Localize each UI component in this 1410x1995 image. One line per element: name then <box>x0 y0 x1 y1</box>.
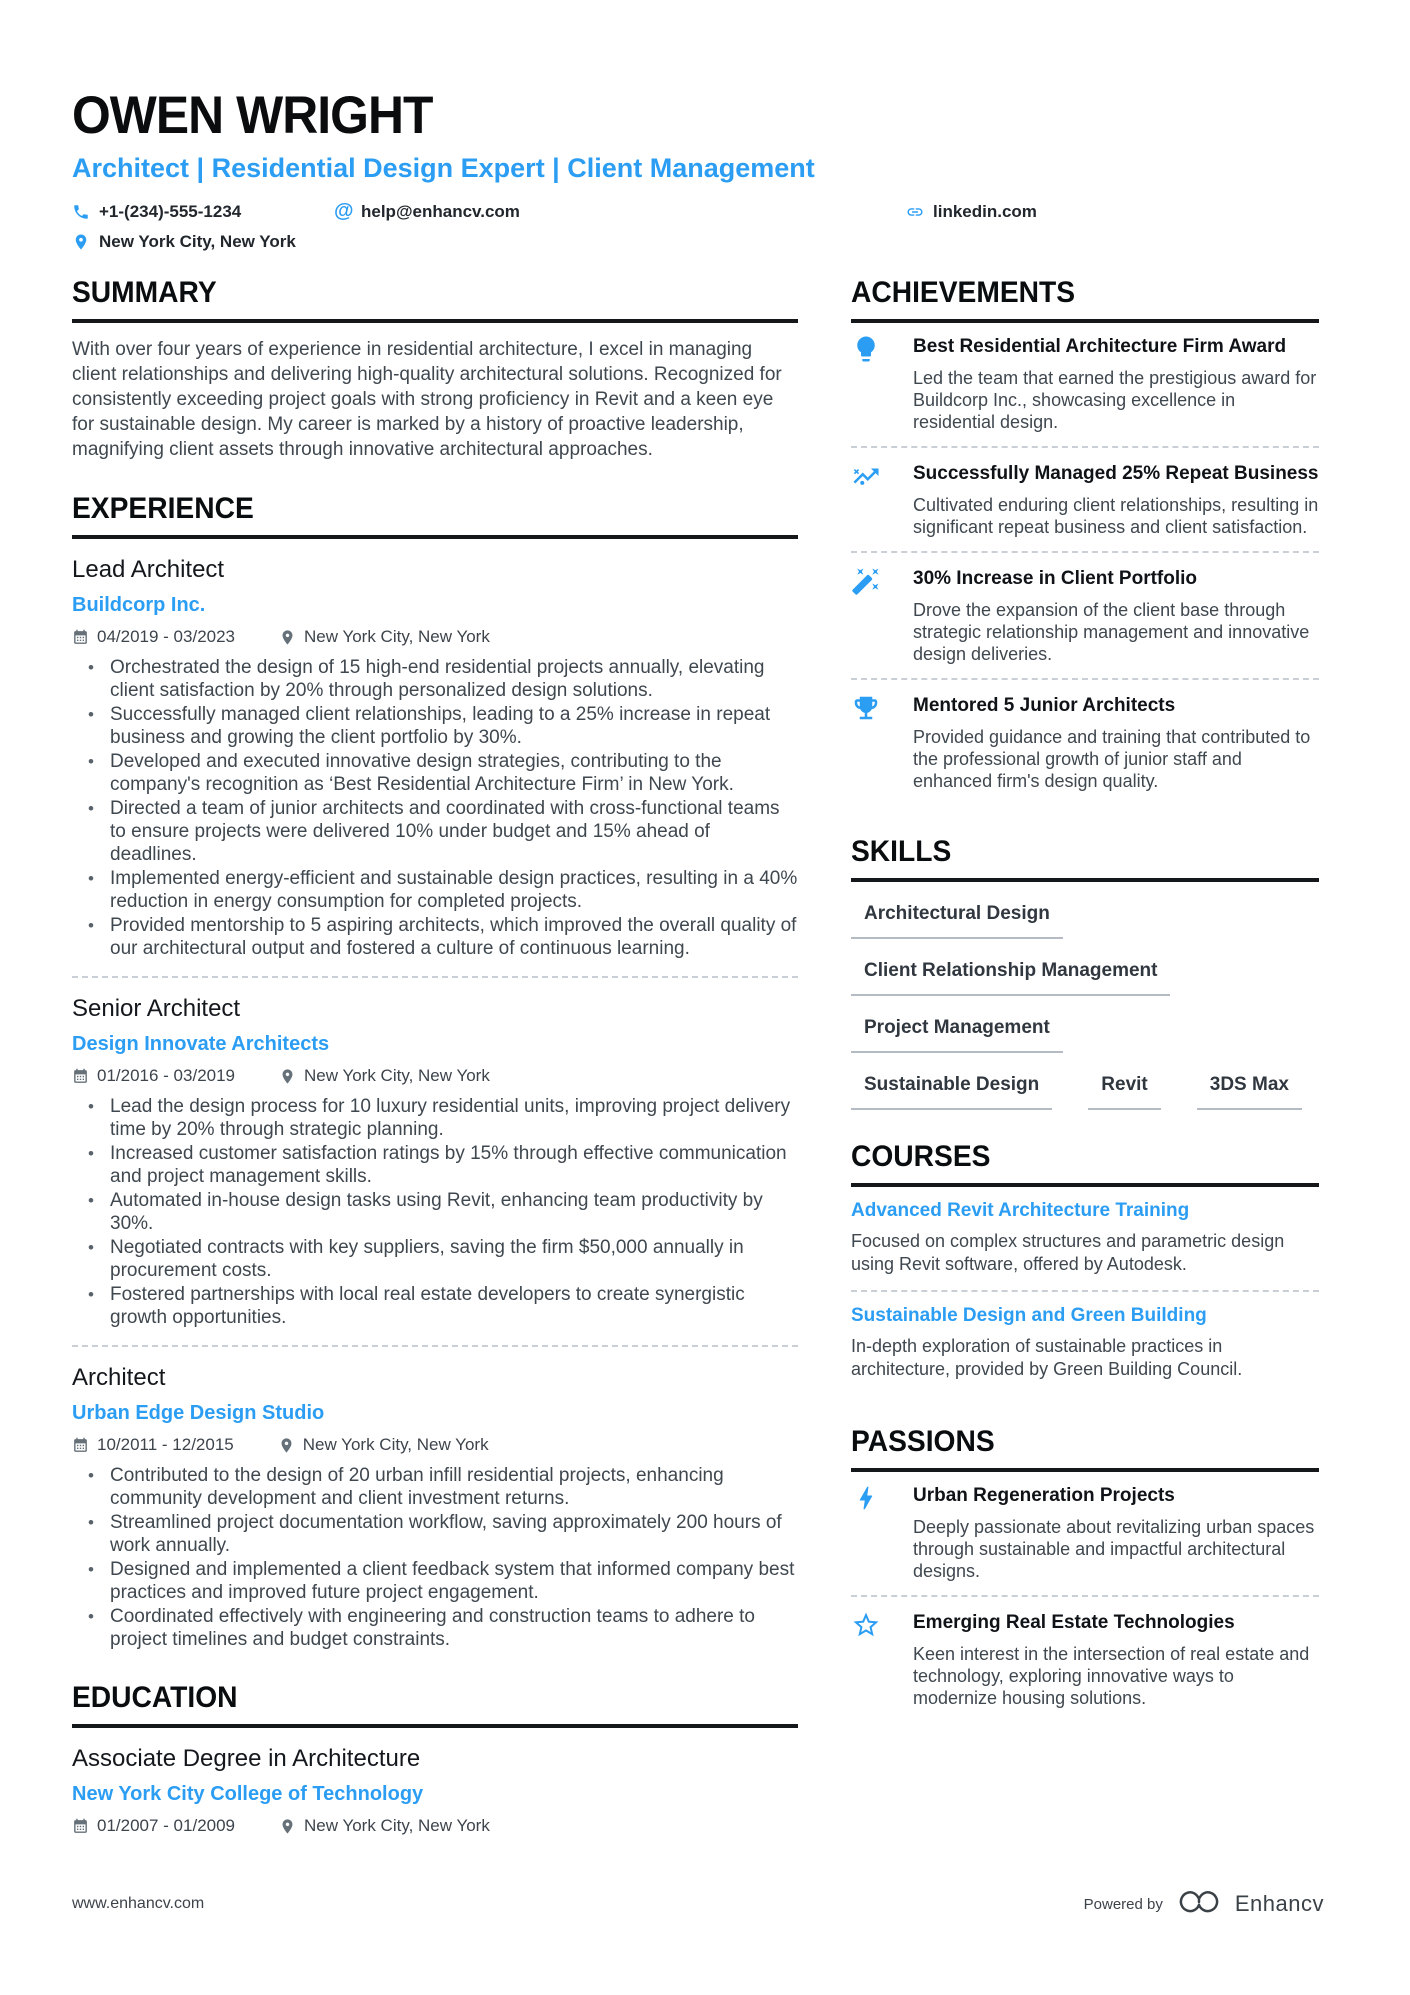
achievement-item <box>851 323 1319 446</box>
enhancv-logo-icon <box>1176 1889 1222 1919</box>
job-bullets <box>88 656 798 960</box>
bullet-dot: • <box>88 1607 94 1626</box>
bullet-item: • Orchestrated the design of 15 high-end residential projects annually, elevating client satisfaction by 20% through personalized design solutions. <box>88 657 765 701</box>
education-location <box>279 1815 490 1837</box>
job-dates <box>72 626 235 648</box>
location-pin-icon <box>278 1437 295 1454</box>
skill-row <box>851 903 1319 939</box>
course-item <box>851 1292 1319 1395</box>
person-headline: Architect | Residential Design Expert | Client Management <box>72 153 815 183</box>
job-bullets <box>88 1095 798 1329</box>
passions-section <box>851 1425 1319 1722</box>
achievement-title: Successfully Managed 25% Repeat Business <box>913 463 1319 484</box>
lightbulb-icon <box>851 334 913 433</box>
job-bullets <box>88 1464 798 1651</box>
calendar-icon <box>72 1818 89 1835</box>
skill-row <box>851 1017 1319 1053</box>
course-text: Focused on complex structures and parametric design using Revit software, offered by Autodesk. <box>851 1231 1285 1274</box>
bullet-item: • Streamlined project documentation workflow, saving approximately 200 hours of work annually. <box>88 1512 782 1556</box>
page-footer <box>72 1889 1324 1919</box>
passion-body <box>913 1483 1319 1582</box>
job-dates-text: 01/2016 - 03/2019 <box>97 1066 236 1085</box>
bullet-dot: • <box>88 1144 94 1163</box>
skill-row <box>851 960 1319 996</box>
left-column <box>72 276 798 1867</box>
bullet-dot: • <box>88 1513 94 1532</box>
contact-link[interactable] <box>906 202 1320 222</box>
bullet-dot: • <box>88 705 94 724</box>
contact-row <box>72 200 1320 252</box>
education-dates-text: 01/2007 - 01/2009 <box>97 1816 236 1835</box>
achievement-item <box>851 680 1319 805</box>
achievement-body <box>913 566 1319 665</box>
company-name[interactable]: Design Innovate Architects <box>72 1033 330 1055</box>
passion-item <box>851 1472 1319 1595</box>
contact-phone <box>72 202 334 222</box>
bullet-item: • Contributed to the design of 20 urban infill residential projects, enhancing community development and client investment returns. <box>88 1465 724 1509</box>
job-dates <box>72 1434 234 1456</box>
company-name[interactable]: Urban Edge Design Studio <box>72 1402 325 1424</box>
lightning-bolt-icon <box>851 1483 913 1582</box>
location-text: New York City, New York <box>99 232 296 251</box>
bullet-item: • Lead the design process for 10 luxury residential units, improving project delivery time by 20% through strategic planning. <box>88 1096 791 1140</box>
job-location <box>279 626 490 648</box>
job-dates <box>72 1065 235 1087</box>
skill-row <box>851 1074 1319 1110</box>
company-name[interactable]: Buildcorp Inc. <box>72 594 206 616</box>
achievement-item <box>851 448 1319 551</box>
bullet-item: • Increased customer satisfaction ratings by 15% through effective communication and project management skills. <box>88 1143 787 1187</box>
passion-text: Deeply passionate about revitalizing urban spaces through sustainable and impactful architectural designs. <box>913 1517 1315 1581</box>
contact-email[interactable] <box>334 200 906 223</box>
bullet-dot: • <box>88 1097 94 1116</box>
summary-section <box>72 276 798 462</box>
job-location-text: New York City, New York <box>304 1066 490 1085</box>
two-column-layout <box>72 276 1320 1867</box>
achievement-text: Led the team that earned the prestigious award for Buildcorp Inc., showcasing excellence in residential design. <box>913 368 1317 432</box>
email-address[interactable]: help@enhancv.com <box>361 201 520 221</box>
link-icon <box>906 203 924 221</box>
experience-section <box>72 492 798 1651</box>
calendar-icon <box>72 1437 89 1454</box>
bullet-dot: • <box>88 799 94 818</box>
bullet-dot: • <box>88 1191 94 1210</box>
degree-title: Associate Degree in Architecture <box>72 1745 421 1772</box>
courses-section <box>851 1140 1319 1395</box>
location-pin-icon <box>279 1068 296 1085</box>
passion-title: Urban Regeneration Projects <box>913 1485 1175 1506</box>
education-section <box>72 1681 798 1837</box>
skill-item: Project Management <box>851 1017 1063 1053</box>
achievements-section <box>851 276 1319 805</box>
calendar-icon <box>72 629 89 646</box>
job-dates-text: 10/2011 - 12/2015 <box>97 1435 234 1454</box>
school-name[interactable]: New York City College of Technology <box>72 1783 424 1805</box>
education-dates <box>72 1815 235 1837</box>
bullet-item: • Provided mentorship to 5 aspiring architects, which improved the overall quality of our architectural output and fostered a culture of continuous learning. <box>88 915 797 959</box>
passion-text: Keen interest in the intersection of real estate and technology, exploring innovative ways to modernize housing solutions. <box>913 1644 1310 1708</box>
location-pin-icon <box>279 1818 296 1835</box>
bullet-item: • Implemented energy-efficient and sustainable design practices, resulting in a 40% reduction in energy consumption for completed projects. <box>88 868 798 912</box>
job-location-text: New York City, New York <box>302 1435 489 1454</box>
skill-item: Sustainable Design <box>851 1074 1052 1110</box>
achievement-item <box>851 553 1319 678</box>
job-title: Lead Architect <box>72 556 225 583</box>
at-icon: @ <box>334 200 354 222</box>
bullet-dot: • <box>88 869 94 888</box>
job-title: Senior Architect <box>72 995 241 1022</box>
location-pin-icon <box>72 233 90 251</box>
bullet-dot: • <box>88 1560 94 1579</box>
bullet-item: • Automated in-house design tasks using Revit, enhancing team productivity by 30%. <box>88 1190 763 1234</box>
powered-by-label: Powered by <box>1083 1895 1163 1913</box>
summary-text: With over four years of experience in residential architecture, I excel in managing client relationships and delivering high-quality architectural solutions. Recognized for consistently exceeding project goals with strong proficiency in Revit and a keen eye for sustainable design. My career is marked by a history of proactive leadership, magnifying client assets through innovative architectural approaches. <box>72 339 782 460</box>
experience-heading: EXPERIENCE <box>72 492 798 539</box>
phone-icon <box>72 203 90 221</box>
job-location <box>278 1434 489 1456</box>
powered-by[interactable] <box>1084 1889 1324 1919</box>
skills-heading: SKILLS <box>851 835 1319 882</box>
courses-heading: COURSES <box>851 1140 1319 1187</box>
star-icon <box>851 1610 913 1709</box>
bullet-dot: • <box>88 916 94 935</box>
course-item <box>851 1187 1319 1290</box>
phone-number: +1-(234)-555-1234 <box>99 201 242 221</box>
education-entry <box>72 1728 798 1837</box>
bullet-item: • Designed and implemented a client feedback system that informed company best practices and improved future project engagement. <box>88 1559 795 1603</box>
experience-entry <box>72 1347 798 1651</box>
achievements-heading: ACHIEVEMENTS <box>851 276 1319 323</box>
summary-heading: SUMMARY <box>72 276 798 323</box>
bullet-item: • Successfully managed client relationships, leading to a 25% increase in repeat business and growing the client portfolio by 30%. <box>88 704 771 748</box>
bullet-item: • Coordinated effectively with engineering and construction teams to adhere to project timelines and budget constraints. <box>88 1606 755 1650</box>
website-link[interactable]: www.enhancv.com <box>72 1895 205 1912</box>
location-pin-icon <box>279 629 296 646</box>
job-dates-text: 04/2019 - 03/2023 <box>97 627 236 646</box>
bullet-item: • Developed and executed innovative design strategies, contributing to the company's recognition as ‘Best Residential Architecture Firm’ in New York. <box>88 751 734 795</box>
achievement-text: Provided guidance and training that contributed to the professional growth of junior staff and enhanced firm's design quality. <box>913 727 1311 791</box>
trophy-icon <box>851 693 913 792</box>
job-meta <box>72 626 798 648</box>
bullet-dot: • <box>88 1285 94 1304</box>
bullet-item: • Fostered partnerships with local real estate developers to create synergistic growth opportunities. <box>88 1284 745 1328</box>
skill-item: Architectural Design <box>851 903 1063 939</box>
achievement-text: Cultivated enduring client relationships, resulting in significant repeat business and client satisfaction. <box>913 495 1319 537</box>
bullet-dot: • <box>88 752 94 771</box>
achievement-title: Mentored 5 Junior Architects <box>913 695 1176 716</box>
strategy-route-icon <box>851 461 913 538</box>
job-meta <box>72 1065 798 1087</box>
bullet-dot: • <box>88 1238 94 1257</box>
education-meta <box>72 1815 798 1837</box>
job-title: Architect <box>72 1364 166 1391</box>
passion-item <box>851 1597 1319 1722</box>
achievement-text: Drove the expansion of the client base through strategic relationship management and innovative design deliveries. <box>913 600 1310 664</box>
skill-item: Client Relationship Management <box>851 960 1170 996</box>
bullet-dot: • <box>88 658 94 677</box>
right-column <box>851 276 1319 1867</box>
calendar-icon <box>72 1068 89 1085</box>
passion-body <box>913 1610 1319 1709</box>
achievement-title: 30% Increase in Client Portfolio <box>913 568 1198 589</box>
bullet-item: • Negotiated contracts with key suppliers, saving the firm $50,000 annually in procurement costs. <box>88 1237 744 1281</box>
job-meta <box>72 1434 798 1456</box>
skill-item: Revit <box>1088 1074 1160 1110</box>
bullet-item: • Directed a team of junior architects and coordinated with cross-functional teams to ensure projects were delivered 10% under budget and 15% ahead of deadlines. <box>88 798 780 865</box>
resume-header <box>72 86 1320 252</box>
passion-title: Emerging Real Estate Technologies <box>913 1612 1235 1633</box>
education-heading: EDUCATION <box>72 1681 798 1728</box>
education-location-text: New York City, New York <box>304 1816 490 1835</box>
linkedin-url[interactable]: linkedin.com <box>933 201 1037 221</box>
job-location <box>279 1065 490 1087</box>
skills-section <box>851 835 1319 1110</box>
achievement-body <box>913 693 1319 792</box>
experience-entry <box>72 539 798 960</box>
course-title[interactable]: Advanced Revit Architecture Training <box>851 1200 1190 1221</box>
course-title[interactable]: Sustainable Design and Green Building <box>851 1305 1207 1326</box>
passions-heading: PASSIONS <box>851 1425 1319 1472</box>
job-location-text: New York City, New York <box>304 627 490 646</box>
course-text: In-depth exploration of sustainable practices in architecture, provided by Green Building Council. <box>851 1336 1243 1379</box>
person-name: OWEN WRIGHT <box>72 86 433 145</box>
contact-location <box>72 232 1320 252</box>
experience-entry <box>72 978 798 1329</box>
achievement-title: Best Residential Architecture Firm Award <box>913 336 1287 357</box>
enhancv-brand-text: Enhancv <box>1234 1891 1324 1916</box>
achievement-body <box>913 334 1319 433</box>
bullet-dot: • <box>88 1466 94 1485</box>
achievement-body <box>913 461 1319 538</box>
magic-wand-icon <box>851 566 913 665</box>
skill-item: 3DS Max <box>1197 1074 1302 1110</box>
